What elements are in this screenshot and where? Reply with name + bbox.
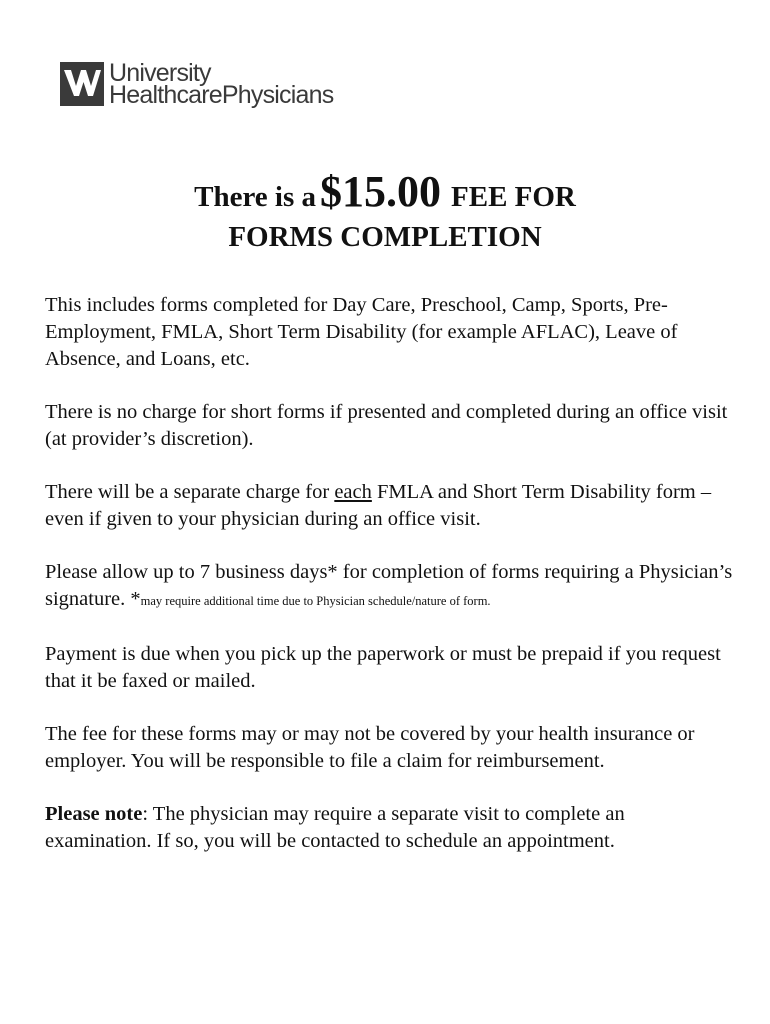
fee-heading (0, 168, 770, 221)
paragraph-insurance: The fee for these forms may or may not be covered by your health insurance or employer. You will be responsible to file a claim for reimbursement. (45, 723, 695, 772)
separate-charge-emphasis: each (334, 481, 372, 503)
paragraph-short-forms: There is no charge for short forms if presented and completed during an office visit (at provider’s discretion). (45, 401, 728, 450)
logo-wordmark (109, 59, 334, 109)
fee-heading-prefix: There is a (194, 181, 317, 213)
fee-amount: $15.00 (320, 167, 442, 216)
business-days-text: Please allow up to 7 business days* for completion of forms requiring a Physician’s signature. * (45, 561, 733, 610)
logo-line-university: University (109, 59, 211, 87)
wv-logo-icon (60, 62, 104, 106)
please-note-text: : The physician may require a separate visit to complete an examination. If so, you will be contacted to schedule an appointment. (45, 803, 625, 852)
logo-line-healthcare-physicians: HealthcarePhysicians (109, 81, 334, 109)
fee-heading-suffix: FEE FOR (451, 181, 576, 213)
separate-charge-text-end: FMLA and Short Term Disability form – even if given to your physician during an office visit. (45, 481, 712, 530)
paragraph-forms-included: This includes forms completed for Day Care, Preschool, Camp, Sports, Pre-Employment, FMLA, Short Term Disability (for example AFLAC), Leave of Absence, and Loans, etc. (45, 294, 678, 370)
document-body (45, 292, 735, 881)
paragraph-business-days (45, 559, 735, 615)
business-days-footnote: may require additional time due to Physician schedule/nature of form. (140, 594, 491, 608)
organization-logo (60, 58, 333, 110)
separate-charge-text-start: There will be a separate charge for (45, 481, 335, 503)
paragraph-separate-charge (45, 479, 735, 533)
paragraph-payment: Payment is due when you pick up the paperwork or must be prepaid if you request that it be faxed or mailed. (45, 643, 721, 692)
please-note-label: Please note (45, 803, 143, 825)
paragraph-please-note (45, 801, 735, 855)
fee-heading-subtitle: FORMS COMPLETION (228, 221, 542, 253)
